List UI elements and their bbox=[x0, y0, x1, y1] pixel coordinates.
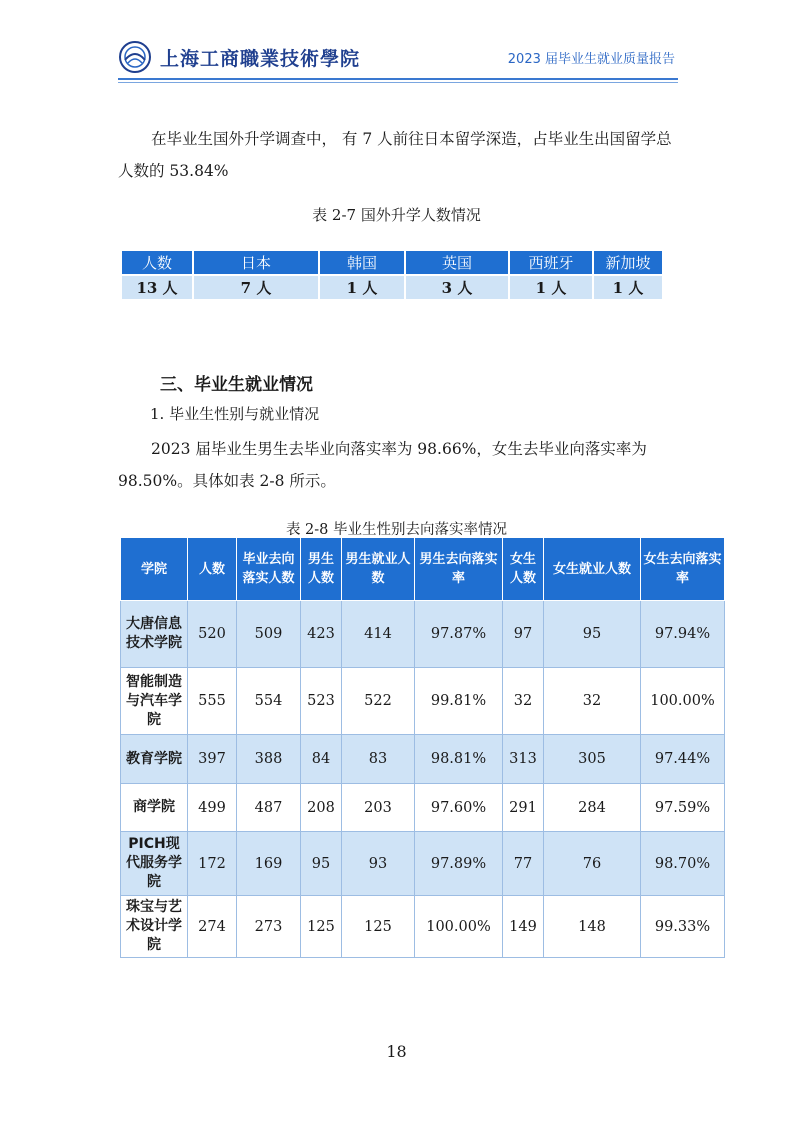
table2-cell: 208 bbox=[301, 784, 342, 832]
table2-cell: 100.00% bbox=[415, 896, 503, 958]
table2-cell: 32 bbox=[544, 668, 641, 735]
gender-employment-table bbox=[120, 537, 725, 958]
table2-cell: 97.89% bbox=[415, 832, 503, 896]
table1-cell: 3 人 bbox=[405, 275, 509, 300]
table2-cell: 77 bbox=[503, 832, 544, 896]
table2-cell: 414 bbox=[342, 601, 415, 668]
table2-cell: 274 bbox=[188, 896, 237, 958]
table-row bbox=[121, 735, 725, 784]
table1-cell: 7 人 bbox=[193, 275, 319, 300]
table2-cell: 95 bbox=[301, 832, 342, 896]
table2-header-row bbox=[121, 538, 725, 601]
table-row bbox=[121, 896, 725, 958]
table-row bbox=[121, 668, 725, 735]
table2-header-cell: 毕业去向落实人数 bbox=[237, 538, 301, 601]
table2-cell: 99.33% bbox=[641, 896, 725, 958]
table2-cell: 97.59% bbox=[641, 784, 725, 832]
table2-header-cell: 男生去向落实率 bbox=[415, 538, 503, 601]
table1-header-cell: 英国 bbox=[405, 250, 509, 275]
table2-cell: 97.94% bbox=[641, 601, 725, 668]
table2-header-cell: 学院 bbox=[121, 538, 188, 601]
table2-cell: 97.44% bbox=[641, 735, 725, 784]
table2-cell: 智能制造与汽车学院 bbox=[121, 668, 188, 735]
table2-cell: 203 bbox=[342, 784, 415, 832]
table2-cell: 148 bbox=[544, 896, 641, 958]
table1-header-cell: 人数 bbox=[121, 250, 193, 275]
table2-header-cell: 女生去向落实率 bbox=[641, 538, 725, 601]
paragraph-gender-employment: 2023 届毕业生男生去毕业向落实率为 98.66%，女生去毕业向落实率为 98.50%。具体如表 2-8 所示。 bbox=[118, 440, 647, 490]
table2-cell: 520 bbox=[188, 601, 237, 668]
school-name: 上海工商職業技術學院 bbox=[160, 48, 361, 70]
table2-cell: 珠宝与艺术设计学院 bbox=[121, 896, 188, 958]
table2-cell: 76 bbox=[544, 832, 641, 896]
table2-cell: 305 bbox=[544, 735, 641, 784]
table1-cell: 1 人 bbox=[319, 275, 405, 300]
header-rule-thin bbox=[118, 82, 678, 83]
subsection-title: 1. 毕业生性别与就业情况 bbox=[150, 405, 320, 423]
table2-cell: 397 bbox=[188, 735, 237, 784]
table2-cell: 95 bbox=[544, 601, 641, 668]
table1-cell: 13 人 bbox=[121, 275, 193, 300]
table2-cell: 大唐信息技术学院 bbox=[121, 601, 188, 668]
paragraph-study-abroad: 在毕业生国外升学调查中， 有 7 人前往日本留学深造，占毕业生出国留学总人数的 53.84% bbox=[118, 130, 672, 180]
report-title: 2023 届毕业生就业质量报告 bbox=[507, 52, 675, 67]
table2-caption: 表 2-8 毕业生性别去向落实率情况 bbox=[285, 522, 508, 538]
table-row bbox=[121, 832, 725, 896]
table2-header-cell: 男生人数 bbox=[301, 538, 342, 601]
table1-cell: 1 人 bbox=[593, 275, 663, 300]
table-row bbox=[121, 601, 725, 668]
table2-cell: 284 bbox=[544, 784, 641, 832]
table1-cell: 1 人 bbox=[509, 275, 593, 300]
table2-cell: 97 bbox=[503, 601, 544, 668]
header-rule bbox=[118, 78, 678, 80]
school-logo-icon bbox=[118, 40, 152, 74]
table2-cell: 97.87% bbox=[415, 601, 503, 668]
table1-header-cell: 日本 bbox=[193, 250, 319, 275]
table1-value-row bbox=[121, 275, 663, 300]
table1-header-cell: 西班牙 bbox=[509, 250, 593, 275]
table2-cell: 教育学院 bbox=[121, 735, 188, 784]
table2-cell: 487 bbox=[237, 784, 301, 832]
table2-cell: 84 bbox=[301, 735, 342, 784]
page-header bbox=[0, 0, 793, 80]
table2-cell: 83 bbox=[342, 735, 415, 784]
table1-header-row bbox=[121, 250, 663, 275]
table2-cell: 313 bbox=[503, 735, 544, 784]
table2-cell: PICH现代服务学院 bbox=[121, 832, 188, 896]
table2-cell: 商学院 bbox=[121, 784, 188, 832]
table2-cell: 97.60% bbox=[415, 784, 503, 832]
table2-cell: 499 bbox=[188, 784, 237, 832]
table2-cell: 523 bbox=[301, 668, 342, 735]
table2-cell: 509 bbox=[237, 601, 301, 668]
table2-header-cell: 女生就业人数 bbox=[544, 538, 641, 601]
table-row bbox=[121, 784, 725, 832]
table2-cell: 291 bbox=[503, 784, 544, 832]
table2-cell: 273 bbox=[237, 896, 301, 958]
table2-cell: 149 bbox=[503, 896, 544, 958]
table1-header-cell: 韩国 bbox=[319, 250, 405, 275]
table2-cell: 32 bbox=[503, 668, 544, 735]
table1-header-cell: 新加坡 bbox=[593, 250, 663, 275]
page-number: 18 bbox=[386, 1042, 407, 1061]
table2-cell: 98.81% bbox=[415, 735, 503, 784]
table2-cell: 555 bbox=[188, 668, 237, 735]
table2-cell: 522 bbox=[342, 668, 415, 735]
table2-cell: 554 bbox=[237, 668, 301, 735]
table2-cell: 100.00% bbox=[641, 668, 725, 735]
table2-cell: 98.70% bbox=[641, 832, 725, 896]
table2-cell: 125 bbox=[342, 896, 415, 958]
table2-cell: 172 bbox=[188, 832, 237, 896]
section-title: 三、毕业生就业情况 bbox=[160, 375, 313, 395]
study-abroad-table bbox=[120, 249, 664, 301]
table2-header-cell: 女生人数 bbox=[503, 538, 544, 601]
table2-cell: 388 bbox=[237, 735, 301, 784]
table2-cell: 423 bbox=[301, 601, 342, 668]
table2-cell: 125 bbox=[301, 896, 342, 958]
table2-header-cell: 人数 bbox=[188, 538, 237, 601]
table2-cell: 93 bbox=[342, 832, 415, 896]
table2-cell: 169 bbox=[237, 832, 301, 896]
table1-caption: 表 2-7 国外升学人数情况 bbox=[312, 206, 481, 224]
table2-header-cell: 男生就业人数 bbox=[342, 538, 415, 601]
table2-cell: 99.81% bbox=[415, 668, 503, 735]
